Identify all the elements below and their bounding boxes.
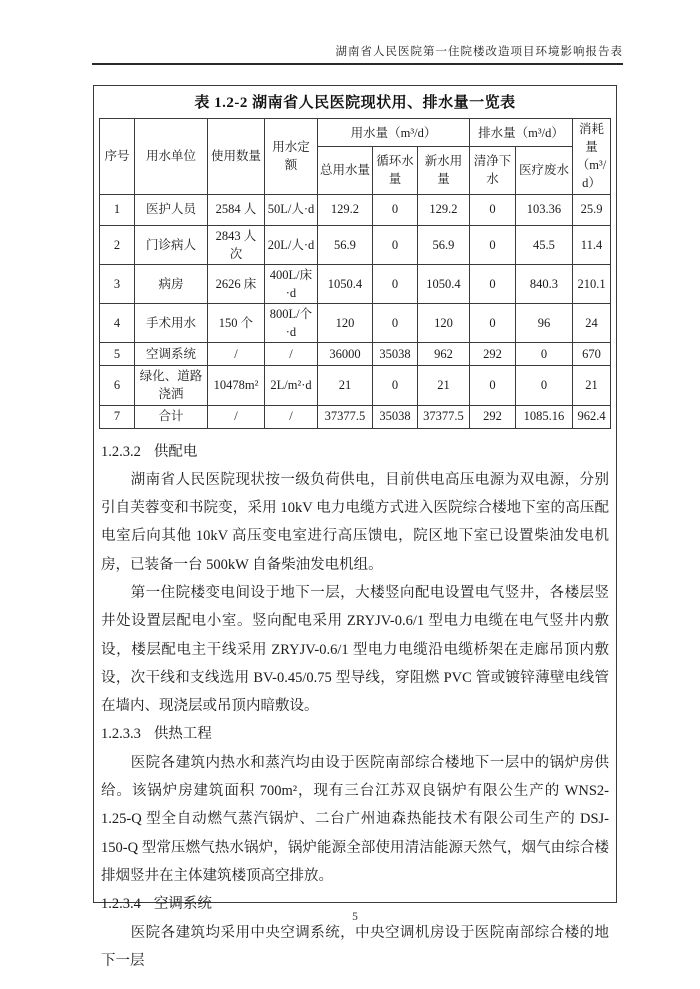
table-cell: 670: [573, 343, 611, 366]
table-cell: 医护人员: [134, 194, 207, 225]
table-cell: 1: [99, 194, 134, 225]
table-cell: 21: [573, 366, 611, 405]
table-cell: 手术用水: [134, 304, 207, 343]
header-divider: [92, 63, 623, 65]
table-cell: 50L/人·d: [264, 194, 317, 225]
paragraph: 医院各建筑内热水和蒸汽均由设于医院南部综合楼地下一层中的锅炉房供给。该锅炉房建筑面积 700m²，现有三台江苏双良锅炉有限公生产的 WNS2-1.25-Q 型全自动燃气蒸汽锅炉、二台广州迪森热能技术有限公司生产的 DSJ-150-Q 型常压燃气热水锅炉，锅炉能源全部使用清洁能源天然气，烟气由综合楼排烟竖井在主体建筑楼顶高空排放。: [101, 754, 609, 884]
section-number: 1.2.3.3: [101, 726, 141, 743]
table-cell: 962: [417, 343, 469, 366]
section-heading: [101, 438, 609, 466]
table-title: 表 1.2-2 湖南省人民医院现状用、排水量一览表: [194, 95, 516, 111]
table-cell: 400L/床·d: [264, 264, 317, 303]
table-cell: 129.2: [417, 194, 469, 225]
table-row: [99, 405, 610, 428]
table-cell: 840.3: [515, 264, 572, 303]
paragraph: 第一住院楼变电间设于地下一层，大楼竖向配电设置电气竖井，各楼层竖井处设置层配电小室。竖向配电采用 ZRYJV-0.6/1 型电力电缆在电气竖井内敷设，楼层配电主干线采用 ZRYJV-0.6/1 型电力电缆沿电缆桥架在走廊吊顶内敷设，次干线和支线选用 BV-0.45/0.75 型导线，穿阻燃 PVC 管或镀锌薄壁电线管在墙内、现浇层或吊顶内暗敷设。: [101, 584, 609, 715]
table-cell: 56.9: [317, 225, 372, 264]
table-cell: 病房: [134, 264, 207, 303]
table-cell: 129.2: [317, 194, 372, 225]
section-number: 1.2.3.4: [101, 896, 141, 913]
table-cell: 0: [515, 343, 572, 366]
table-cell: 0: [372, 304, 417, 343]
table-row: [99, 304, 610, 343]
col-header-medical-drain: 医疗废水: [515, 147, 572, 194]
table-row: [99, 194, 610, 225]
table-cell: 2584 人: [207, 194, 264, 225]
table-row: [99, 225, 610, 264]
table-cell: /: [264, 343, 317, 366]
table-cell: 0: [469, 366, 515, 405]
section-title: 供配电: [153, 443, 198, 460]
table-cell: /: [264, 405, 317, 428]
col-header-consumption: 消耗量（m³/d）: [573, 119, 611, 195]
table-cell: 6: [99, 366, 134, 405]
table-cell: 96: [515, 304, 572, 343]
content-box: [93, 85, 617, 969]
table-cell: 0: [372, 366, 417, 405]
document-body: [101, 438, 609, 976]
table-cell: 120: [417, 304, 469, 343]
table-cell: 1085.16: [515, 405, 572, 428]
table-cell: 292: [469, 405, 515, 428]
table-cell: 37377.5: [317, 405, 372, 428]
col-header-total-use: 总用水量: [317, 147, 372, 194]
table-row: [99, 264, 610, 303]
table-cell: 0: [469, 304, 515, 343]
water-usage-table: [99, 118, 611, 429]
table-cell: 2L/m²·d: [264, 366, 317, 405]
section-heading: [101, 720, 609, 748]
table-cell: 21: [317, 366, 372, 405]
table-cell: 20L/人·d: [264, 225, 317, 264]
section-title: 供热工程: [153, 726, 212, 743]
table-cell: 150 个: [207, 304, 264, 343]
table-cell: 103.36: [515, 194, 572, 225]
table-cell: 0: [372, 194, 417, 225]
table-cell: 4: [99, 304, 134, 343]
table-row: [99, 366, 610, 405]
table-cell: 11.4: [573, 225, 611, 264]
table-cell: 10478m²: [207, 366, 264, 405]
table-cell: 36000: [317, 343, 372, 366]
table-cell: 21: [417, 366, 469, 405]
table-cell: 1050.4: [417, 264, 469, 303]
table-cell: 5: [99, 343, 134, 366]
table-cell: 绿化、道路浇洒: [134, 366, 207, 405]
section-title: 空调系统: [153, 896, 212, 913]
col-header-unit: 用水单位: [134, 119, 207, 195]
table-cell: 120: [317, 304, 372, 343]
table-cell: 35038: [372, 343, 417, 366]
col-header-cycle-use: 循环水量: [372, 147, 417, 194]
table-cell: 门诊病人: [134, 225, 207, 264]
table-cell: 800L/个·d: [264, 304, 317, 343]
table-cell: 7: [99, 405, 134, 428]
table-cell: 25.9: [573, 194, 611, 225]
table-cell: 210.1: [573, 264, 611, 303]
col-header-quota: 用水定额: [264, 119, 317, 195]
table-cell: 2: [99, 225, 134, 264]
paragraph: 医院各建筑均采用中央空调系统，中央空调机房设于医院南部综合楼的地下一层: [101, 924, 609, 969]
table-cell: /: [207, 405, 264, 428]
table-cell: /: [207, 343, 264, 366]
table-cell: 2626 床: [207, 264, 264, 303]
col-group-drainage: 排水量（m³/d）: [469, 119, 572, 147]
table-cell: 1050.4: [317, 264, 372, 303]
table-cell: 合计: [134, 405, 207, 428]
col-header-clean-drain: 清净下水: [469, 147, 515, 194]
table-cell: 空调系统: [134, 343, 207, 366]
table-cell: 0: [372, 225, 417, 264]
table-cell: 962.4: [573, 405, 611, 428]
page-number: 5: [352, 911, 358, 923]
col-header-seq: 序号: [99, 119, 134, 195]
table-cell: 56.9: [417, 225, 469, 264]
table-cell: 0: [469, 194, 515, 225]
table-cell: 0: [469, 264, 515, 303]
table-cell: 45.5: [515, 225, 572, 264]
table-cell: 24: [573, 304, 611, 343]
col-group-water-use: 用水量（m³/d）: [317, 119, 469, 147]
table-cell: 2843 人次: [207, 225, 264, 264]
table-cell: 37377.5: [417, 405, 469, 428]
table-cell: 3: [99, 264, 134, 303]
table-cell: 0: [469, 225, 515, 264]
col-header-quantity: 使用数量: [207, 119, 264, 195]
table-cell: 292: [469, 343, 515, 366]
paragraph: 湖南省人民医院现状按一级负荷供电，目前供电高压电源为双电源，分别引自芙蓉变和书院变，采用 10kV 电力电缆方式进入医院综合楼地下室的高压配电室后向其他 10kV 高压变电室进行高压馈电，院区地下室已设置柴油发电机房，已装备一台 500kW 自备柴油发电机组。: [101, 471, 609, 573]
table-row: [99, 343, 610, 366]
section-number: 1.2.3.2: [101, 443, 141, 460]
table-cell: 0: [372, 264, 417, 303]
page-header-title: 湖南省人民医院第一住院楼改造项目环境影响报告表: [335, 46, 623, 58]
col-header-new-use: 新水用量: [417, 147, 469, 194]
table-cell: 35038: [372, 405, 417, 428]
table-cell: 0: [515, 366, 572, 405]
